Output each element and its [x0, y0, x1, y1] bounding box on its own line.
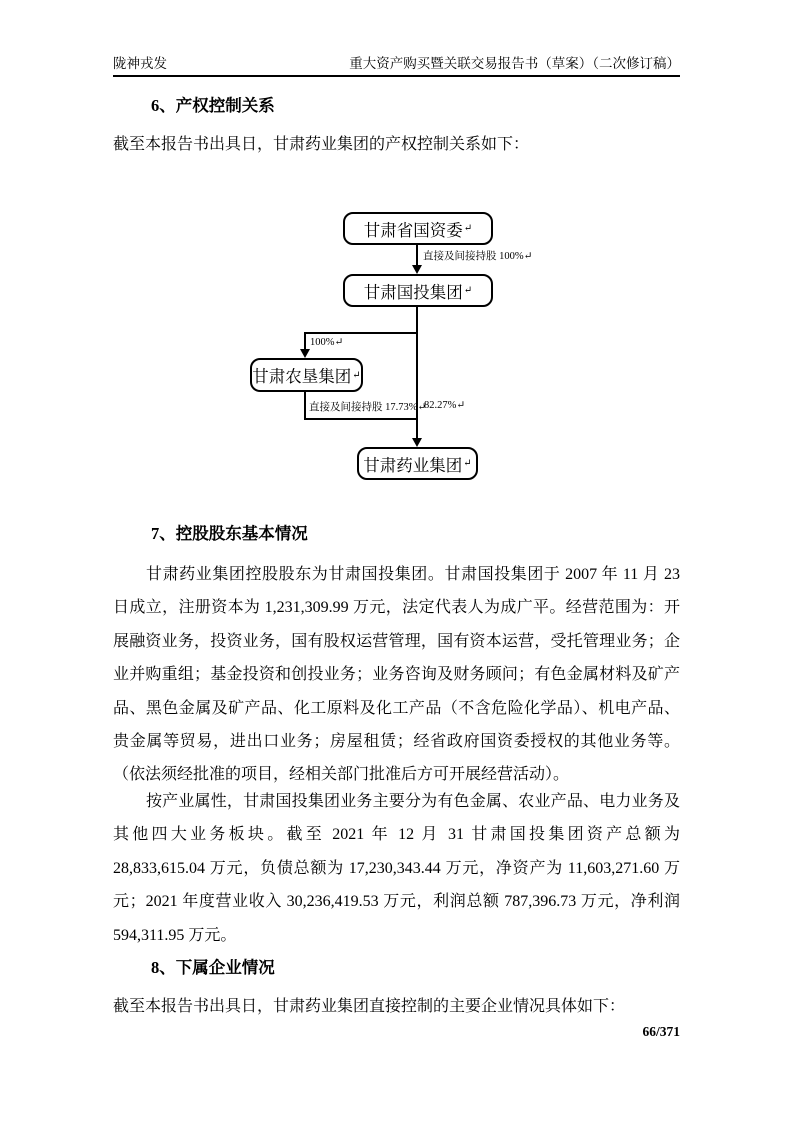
node-label: 甘肃省国资委: [363, 220, 463, 240]
section-7-paragraph-2: 按产业属性，甘肃国投集团业务主要分为有色金属、农业产品、电力业务及其他四大业务板块。截至 2021 年 12 月 31 甘肃国投集团资产总额为 28,833,615.04 万元，负债总额为 17,230,343.44 万元，净资产为 11,603,271.60 万元；2021 年度营业收入 30,236,419.53 万元，利润总额 787,396.73 万元，净利润 594,311.95 万元。: [113, 793, 680, 944]
header-company-short-name: 陇神戎发: [113, 56, 167, 71]
header-report-title: 重大资产购买暨关联交易报告书（草案）（二次修订稿）: [349, 56, 680, 71]
return-mark-icon: ↵: [352, 369, 361, 381]
edge-label-100: 100%↵: [310, 337, 344, 348]
node-gansu-guotou-group: [343, 274, 493, 307]
arrow-down-icon: [412, 265, 422, 274]
connector-line: [304, 418, 418, 420]
arrow-down-icon: [412, 438, 422, 447]
edge-label-direct-indirect-100: 直接及间接持股 100%↵: [423, 251, 533, 262]
node-gansu-sasac: [343, 212, 493, 245]
connector-line: [416, 245, 418, 266]
page-number: 66/371: [642, 1024, 680, 1039]
node-label: 甘肃药业集团: [363, 455, 463, 475]
page-header: [113, 52, 680, 77]
section-6-heading: 6、产权控制关系: [151, 96, 275, 115]
section-8-heading: 8、下属企业情况: [151, 958, 275, 977]
edge-label-82-27: 82.27%↵: [424, 400, 466, 411]
section-7-heading: 7、控股股东基本情况: [151, 524, 308, 543]
section-8-intro: 截至本报告书出具日，甘肃药业集团直接控制的主要企业情况具体如下：: [113, 998, 626, 1015]
node-gansu-nongken-group: [250, 358, 363, 392]
node-gansu-pharma-group: [357, 447, 478, 480]
connector-line: [304, 333, 306, 350]
arrow-down-icon: [300, 349, 310, 358]
section-7-paragraph-1: 甘肃药业集团控股股东为甘肃国投集团。甘肃国投集团于 2007 年 11 月 23 日成立，注册资本为 1,231,309.99 万元，法定代表人为成广平。经营范围为：开展融资业务，投资业务，国有股权运营管理，国有资本运营，受托管理业务；企业并购重组；基金投资和创投业务；业务咨询及财务顾问；有色金属材料及矿产品、黑色金属及矿产品、化工原料及化工产品（不含危险化学品）、机电产品、贵金属等贸易，进出口业务；房屋租赁；经省政府国资委授权的其他业务等。（依法须经批准的项目，经相关部门批准后方可开展经营活动）。: [113, 566, 680, 784]
connector-line: [304, 391, 306, 420]
connector-line: [304, 332, 418, 334]
node-label: 甘肃国投集团: [363, 282, 463, 302]
return-mark-icon: ↵: [463, 458, 472, 469]
return-mark-icon: ↵: [463, 223, 473, 234]
edge-label-direct-indirect-17-73: 直接及间接持股 17.73%↵: [309, 402, 427, 413]
section-6-intro: 截至本报告书出具日，甘肃药业集团的产权控制关系如下：: [113, 136, 530, 153]
equity-control-diagram: [0, 195, 793, 507]
node-label: 甘肃农垦集团: [252, 367, 352, 386]
return-mark-icon: ↵: [463, 285, 473, 296]
